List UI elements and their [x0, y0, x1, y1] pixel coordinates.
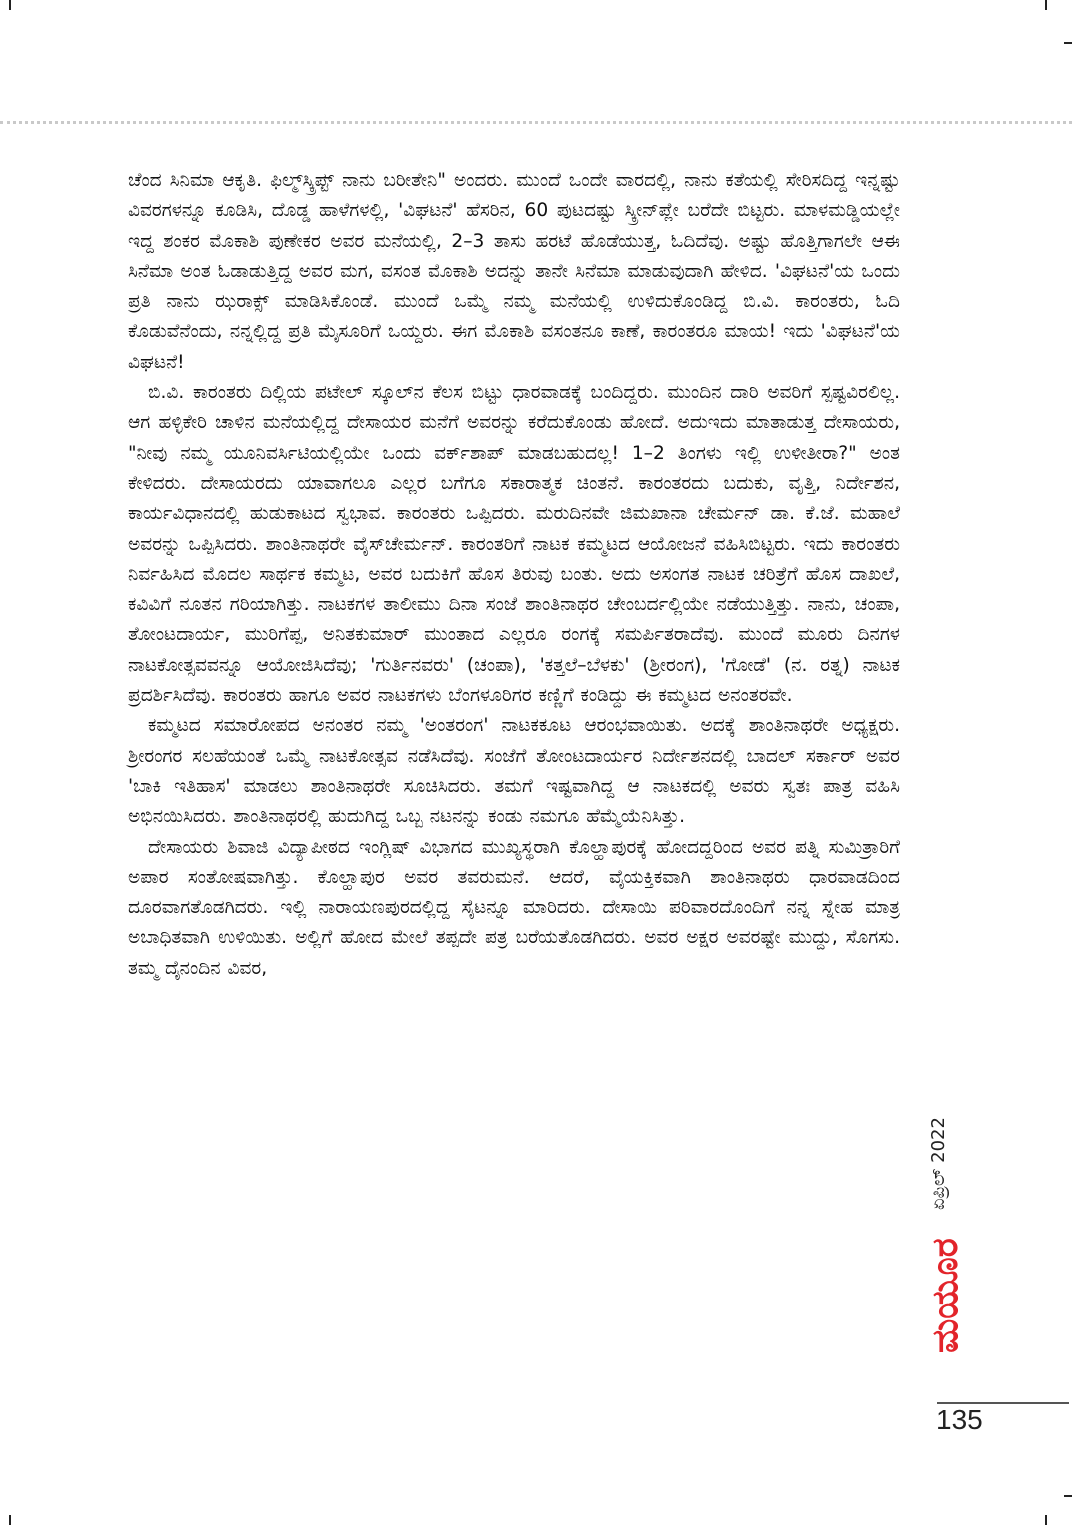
paragraph-4: ದೇಸಾಯರು ಶಿವಾಜಿ ವಿದ್ಯಾಪೀಠದ ಇಂಗ್ಲಿಷ್ ವಿಭಾಗದ ಮುಖ್ಯಸ್ಥರಾಗಿ ಕೊಲ್ಹಾಪುರಕ್ಕೆ ಹೋದದ್ದರಿಂದ ಅವರ ಪತ್ನಿ ಸುಮಿತ್ರಾರಿಗೆ ಅಪಾರ ಸಂತೋಷವಾಗಿತ್ತು. ಕೊಲ್ಹಾಪುರ ಅವರ ತವರುಮನೆ. ಆದರೆ, ವೈಯಕ್ತಿಕವಾಗಿ ಶಾಂತಿನಾಥರು ಧಾರವಾಡದಿಂದ ದೂರವಾಗತೊಡಗಿದರು. ಇಲ್ಲಿ ನಾರಾಯಣಪುರದಲ್ಲಿದ್ದ ಸೈಟನ್ನೂ ಮಾರಿದರು. ದೇಸಾಯಿ ಪರಿವಾರದೊಂದಿಗೆ ನನ್ನ ಸ್ನೇಹ ಮಾತ್ರ ಅಬಾಧಿತವಾಗಿ ಉಳಿಯಿತು. ಅಲ್ಲಿಗೆ ಹೋದ ಮೇಲೆ ತಪ್ಪದೇ ಪತ್ರ ಬರೆಯತೊಡಗಿದರು. ಅವರ ಅಕ್ಷರ ಅವರಷ್ಟೇ ಮುದ್ದು, ಸೊಗಸು. ತಮ್ಮ ದೈನಂದಿನ ವಿವರ,	[128, 836, 900, 979]
crop-mark-top-left	[9, 0, 11, 10]
running-sidebar	[924, 1100, 964, 1380]
paragraph-2: ಬಿ.ವಿ. ಕಾರಂತರು ದಿಲ್ಲಿಯ ಪಟೇಲ್ ಸ್ಕೂಲ್‌ನ ಕೆಲಸ ಬಿಟ್ಟು ಧಾರವಾಡಕ್ಕೆ ಬಂದಿದ್ದರು. ಮುಂದಿನ ದಾರಿ ಅವರಿಗೆ ಸ್ಪಷ್ಟವಿರಲಿಲ್ಲ. ಆಗ ಹಳ್ಳಿಕೇರಿ ಚಾಳಿನ ಮನೆಯಲ್ಲಿದ್ದ ದೇಸಾಯರ ಮನೆಗೆ ಅವರನ್ನು ಕರೆದುಕೊಂಡು ಹೋದೆ. ಅದುಇದು ಮಾತಾಡುತ್ತ ದೇಸಾಯರು, "ನೀವು ನಮ್ಮ ಯೂನಿವರ್ಸಿಟಿಯಲ್ಲಿಯೇ ಒಂದು ವರ್ಕ್‌ಶಾಪ್ ಮಾಡಬಹುದಲ್ಲ! 1–2 ತಿಂಗಳು ಇಲ್ಲಿ ಉಳೀತೀರಾ?" ಅಂತ ಕೇಳಿದರು. ದೇಸಾಯರದು ಯಾವಾಗಲೂ ಎಲ್ಲರ ಬಗೆಗೂ ಸಕಾರಾತ್ಮಕ ಚಿಂತನೆ. ಕಾರಂತರದು ಬದುಕು, ವೃತ್ತಿ, ನಿರ್ದೇಶನ, ಕಾರ್ಯವಿಧಾನದಲ್ಲಿ ಹುಡುಕಾಟದ ಸ್ವಭಾವ. ಕಾರಂತರು ಒಪ್ಪಿದರು. ಮರುದಿನವೇ ಜಿಮಖಾನಾ ಚೇರ್ಮನ್ ಡಾ. ಕೆ.ಜೆ. ಮಹಾಲೆ ಅವರನ್ನು ಒಪ್ಪಿಸಿದರು. ಶಾಂತಿನಾಥರೇ ವೈಸ್‌ಚೇರ್ಮನ್. ಕಾರಂತರಿಗೆ ನಾಟಕ ಕಮ್ಮಟದ ಆಯೋಜನೆ ವಹಿಸಿಬಿಟ್ಟರು. ಇದು ಕಾರಂತರು ನಿರ್ವಹಿಸಿದ ಮೊದಲ ಸಾರ್ಥಕ ಕಮ್ಮಟ, ಅವರ ಬದುಕಿಗೆ ಹೊಸ ತಿರುವು ಬಂತು. ಅದು ಅಸಂಗತ ನಾಟಕ ಚರಿತ್ರೆಗೆ ಹೊಸ ದಾಖಲೆ, ಕವಿವಿಗೆ ನೂತನ ಗರಿಯಾಗಿತ್ತು. ನಾಟಕಗಳ ತಾಲೀಮು ದಿನಾ ಸಂಜೆ ಶಾಂತಿನಾಥರ ಚೇಂಬರ್ದಲ್ಲಿಯೇ ನಡೆಯುತ್ತಿತ್ತು. ನಾನು, ಚಂಪಾ, ತೋಂಟದಾರ್ಯ, ಮುರಿಗೆಪ್ಪ, ಅನಿತಕುಮಾರ್ ಮುಂತಾದ ಎಲ್ಲರೂ ರಂಗಕ್ಕೆ ಸಮರ್ಪಿತರಾದೆವು. ಮುಂದೆ ಮೂರು ದಿನಗಳ ನಾಟಕೋತ್ಸವವನ್ನೂ ಆಯೋಜಿಸಿದೆವು; 'ಗುರ್ತಿನವರು' (ಚಂಪಾ), 'ಕತ್ತಲೆ–ಬೆಳಕು' (ಶ್ರೀರಂಗ), 'ಗೋಡೆ' (ನ. ರತ್ನ) ನಾಟಕ ಪ್ರದರ್ಶಿಸಿದೆವು. ಕಾರಂತರು ಹಾಗೂ ಅವರ ನಾಟಕಗಳು ಬೆಂಗಳೂರಿಗರ ಕಣ್ಣಿಗೆ ಕಂಡಿದ್ದು ಈ ಕಮ್ಮಟದ ಅನಂತರವೇ.	[128, 382, 900, 707]
crop-mark-bottom-right	[1045, 1515, 1047, 1525]
crop-mark-bottom-left	[9, 1515, 11, 1525]
issue-date: ಏಪ್ರಿಲ್ 2022	[928, 1117, 949, 1210]
header-dotted-rule	[0, 121, 1072, 124]
paragraph-3: ಕಮ್ಮಟದ ಸಮಾರೋಪದ ಅನಂತರ ನಮ್ಮ 'ಅಂತರಂಗ' ನಾಟಕಕೂಟ ಆರಂಭವಾಯಿತು. ಅದಕ್ಕೆ ಶಾಂತಿನಾಥರೇ ಅಧ್ಯಕ್ಷರು. ಶ್ರೀರಂಗರ ಸಲಹೆಯಂತೆ ಒಮ್ಮೆ ನಾಟಕೋತ್ಸವ ನಡೆಸಿದೆವು. ಸಂಜೆಗೆ ತೋಂಟದಾರ್ಯರ ನಿರ್ದೇಶನದಲ್ಲಿ ಬಾದಲ್ ಸರ್ಕಾರ್ ಅವರ 'ಬಾಕಿ ಇತಿಹಾಸ' ಮಾಡಲು ಶಾಂತಿನಾಥರೇ ಸೂಚಿಸಿದರು. ತಮಗೆ ಇಷ್ಟವಾಗಿದ್ದ ಆ ನಾಟಕದಲ್ಲಿ ಅವರು ಸ್ವತಃ ಪಾತ್ರ ವಹಿಸಿ ಅಭಿನಯಿಸಿದರು. ಶಾಂತಿನಾಥರಲ್ಲಿ ಹುದುಗಿದ್ದ ಒಬ್ಬ ನಟನನ್ನು ಕಂಡು ನಮಗೂ ಹೆಮ್ಮೆಯೆನಿಸಿತ್ತು.	[128, 715, 900, 828]
crop-mark-right-lower	[1064, 1495, 1072, 1497]
magazine-logo: ಮಯೂರ	[925, 1238, 966, 1354]
article-body	[128, 166, 900, 984]
crop-mark-right-upper	[1064, 42, 1072, 44]
page-number: 135	[936, 1404, 983, 1435]
crop-mark-top-right	[1045, 0, 1047, 10]
paragraph-1: ಚೆಂದ ಸಿನಿಮಾ ಆಕೃತಿ. ಫಿಲ್ಮ್‌ಸ್ಕ್ರಿಪ್ಟ್ ನಾನು ಬರೀತೇನಿ" ಅಂದರು. ಮುಂದೆ ಒಂದೇ ವಾರದಲ್ಲಿ, ನಾನು ಕತೆಯಲ್ಲಿ ಸೇರಿಸದಿದ್ದ ಇನ್ನಷ್ಟು ವಿವರಗಳನ್ನೂ ಕೂಡಿಸಿ, ದೊಡ್ಡ ಹಾಳೆಗಳಲ್ಲಿ, 'ವಿಘಟನೆ' ಹೆಸರಿನ, 60 ಪುಟದಷ್ಟು ಸ್ಕ್ರೀನ್‌ಪ್ಲೇ ಬರೆದೇ ಬಿಟ್ಟರು. ಮಾಳಮಡ್ಡಿಯಲ್ಲೇ ಇದ್ದ ಶಂಕರ ಮೊಕಾಶಿ ಪುಣೇಕರ ಅವರ ಮನೆಯಲ್ಲಿ, 2–3 ತಾಸು ಹರಟೆ ಹೊಡೆಯುತ್ತ, ಓದಿದೆವು. ಅಷ್ಟು ಹೊತ್ತಿಗಾಗಲೇ ಆಈ ಸಿನೆಮಾ ಅಂತ ಓಡಾಡುತ್ತಿದ್ದ ಅವರ ಮಗ, ವಸಂತ ಮೊಕಾಶಿ ಅದನ್ನು ತಾನೇ ಸಿನೆಮಾ ಮಾಡುವುದಾಗಿ ಹೇಳಿದ. 'ವಿಘಟನೆ'ಯ ಒಂದು ಪ್ರತಿ ನಾನು ಝರಾಕ್ಸ್ ಮಾಡಿಸಿಕೊಂಡೆ. ಮುಂದೆ ಒಮ್ಮೆ ನಮ್ಮ ಮನೆಯಲ್ಲಿ ಉಳಿದುಕೊಂಡಿದ್ದ ಬಿ.ವಿ. ಕಾರಂತರು, ಓದಿ ಕೊಡುವೆನೆಂದು, ನನ್ನಲ್ಲಿದ್ದ ಪ್ರತಿ ಮೈಸೂರಿಗೆ ಒಯ್ದರು. ಈಗ ಮೊಕಾಶಿ ವಸಂತನೂ ಕಾಣೆ, ಕಾರಂತರೂ ಮಾಯ! ಇದು 'ವಿಘಟನೆ'ಯ ವಿಘಟನೆ!	[128, 170, 901, 373]
